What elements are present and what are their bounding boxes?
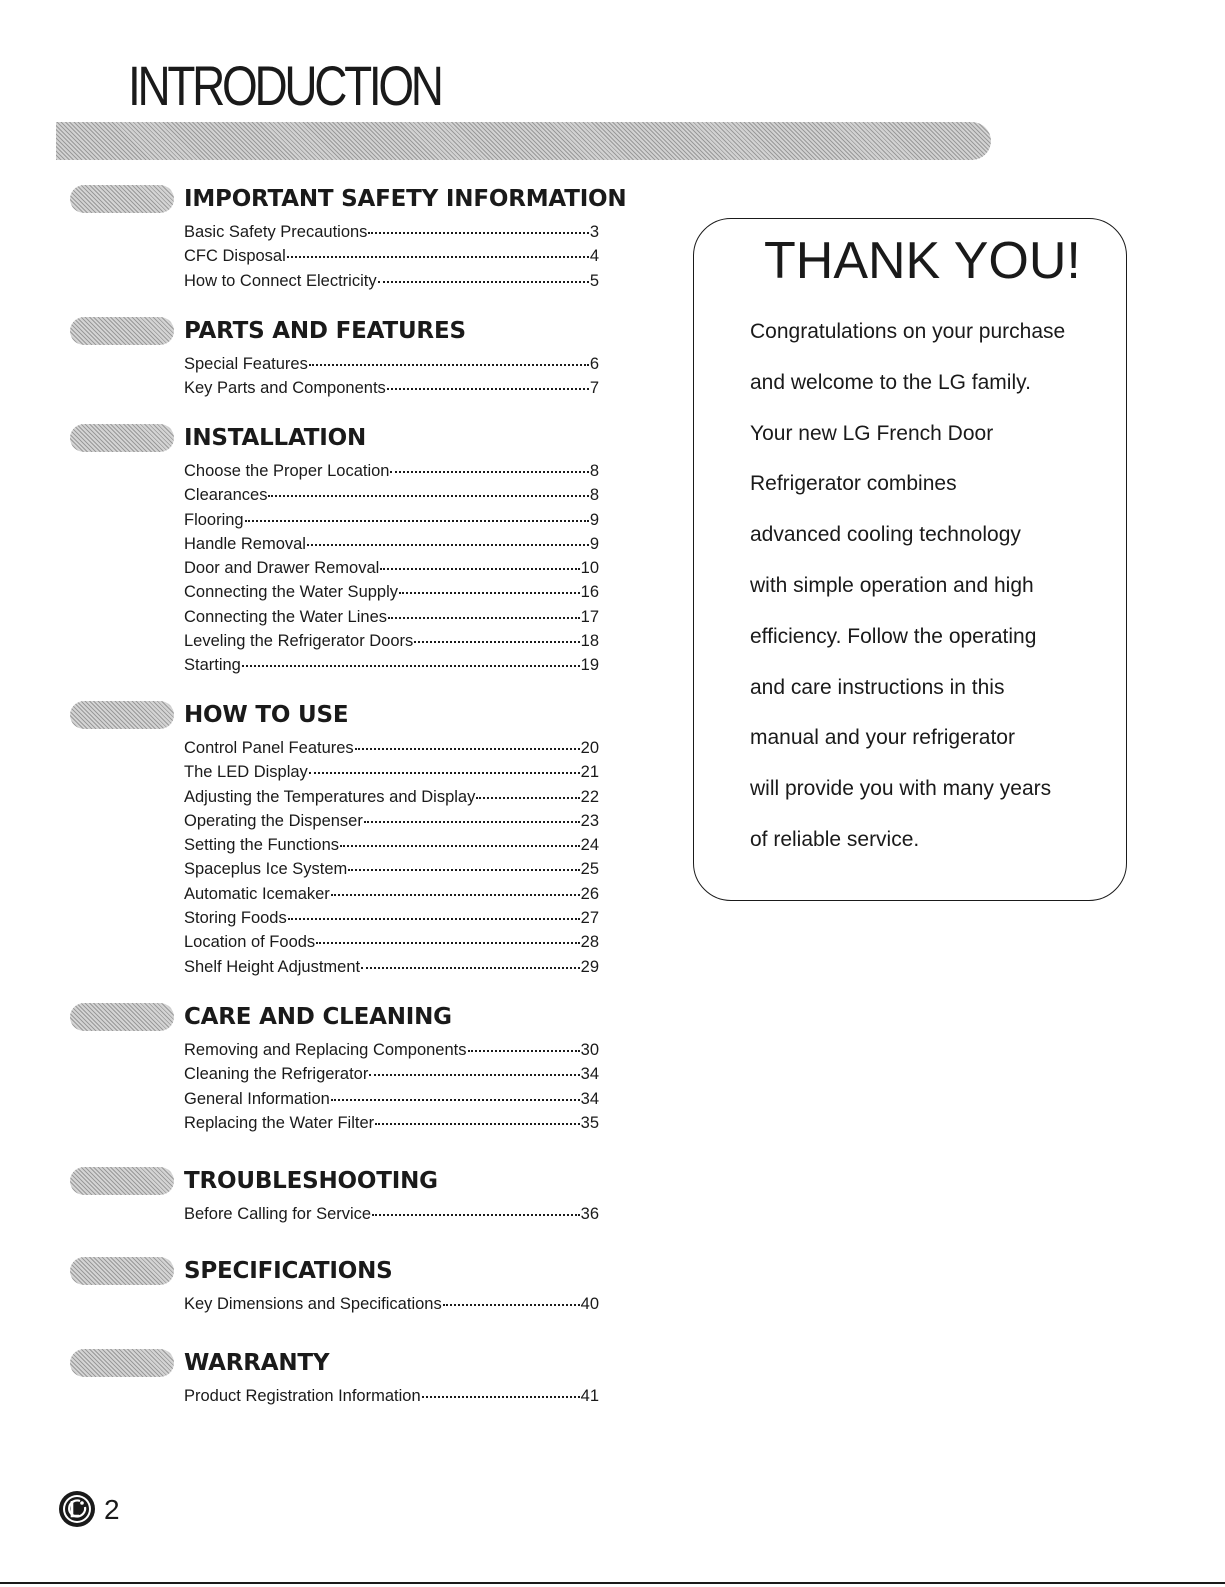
thank-you-line: and welcome to the LG family.: [750, 370, 1031, 394]
section-heading: TROUBLESHOOTING: [184, 1168, 438, 1194]
dot-leader: [331, 894, 580, 896]
toc-entry-label: The LED Display: [184, 763, 308, 782]
lg-logo-icon: [58, 1490, 96, 1528]
toc-entry-page: 18: [580, 632, 599, 651]
section-heading: CARE AND CLEANING: [184, 1004, 452, 1030]
thank-you-line: advanced cooling technology: [750, 523, 1021, 547]
toc-entry-page: 5: [589, 271, 599, 290]
section-tab-icon: [70, 317, 174, 345]
thank-you-line: with simple operation and high: [750, 573, 1034, 597]
page-title: INTRODUCTION: [128, 54, 441, 117]
section-tab-icon: [70, 1349, 174, 1377]
toc-entry[interactable]: [184, 906, 599, 930]
dot-leader: [372, 1214, 580, 1216]
toc-entry-label: How to Connect Electricity: [184, 271, 377, 290]
toc-entry-label: Door and Drawer Removal: [184, 559, 380, 578]
toc-entry-label: Special Features: [184, 355, 308, 373]
section-entries: [184, 1202, 599, 1226]
section-entries: [184, 220, 599, 293]
section-entries: [184, 352, 599, 401]
dot-leader: [340, 845, 580, 847]
toc-entry[interactable]: [184, 1062, 599, 1086]
dot-leader: [468, 1050, 580, 1052]
toc-entry[interactable]: [184, 785, 599, 809]
toc-entry-label: Spaceplus Ice System: [184, 860, 348, 879]
dot-leader: [422, 1396, 580, 1398]
toc-entry-page: 17: [580, 607, 599, 626]
toc-entry[interactable]: [184, 1202, 599, 1226]
section-entries: [184, 459, 599, 678]
toc-entry[interactable]: [184, 760, 599, 784]
dot-leader: [268, 495, 588, 497]
dot-leader: [331, 1099, 580, 1101]
toc-entry[interactable]: [184, 483, 599, 507]
toc-entry[interactable]: [184, 459, 599, 483]
toc-entry-page: 16: [580, 583, 599, 602]
section-heading: INSTALLATION: [184, 425, 367, 451]
section-heading: HOW TO USE: [184, 702, 349, 728]
toc-entry-label: Connecting the Water Supply: [184, 583, 399, 602]
dot-leader: [378, 281, 589, 283]
toc-entry-page: 4: [589, 247, 599, 266]
section-entries: [184, 1384, 599, 1408]
toc-entry-page: 19: [580, 656, 599, 675]
toc-entry-label: Clearances: [184, 486, 268, 505]
thank-you-line: will provide you with many years: [750, 777, 1052, 801]
thank-you-line: Your new LG French Door: [750, 421, 994, 445]
toc-entry-label: Automatic Icemaker: [184, 884, 330, 903]
dot-leader: [316, 942, 579, 944]
section-heading: WARRANTY: [184, 1350, 330, 1376]
dot-leader: [242, 665, 580, 667]
toc-entry[interactable]: [184, 269, 599, 293]
toc-entry-page: 10: [580, 559, 599, 578]
toc-entry-label: Choose the Proper Location: [184, 462, 390, 480]
toc-entry-label: Setting the Functions: [184, 836, 340, 855]
toc-entry[interactable]: [184, 1292, 599, 1316]
dot-leader: [368, 232, 588, 234]
dot-leader: [287, 256, 589, 258]
toc-entry[interactable]: [184, 1038, 599, 1062]
section-entries: [184, 736, 599, 979]
toc-entry-page: 6: [589, 355, 599, 373]
toc-entry-label: Storing Foods: [184, 909, 287, 928]
toc-entry-label: Control Panel Features: [184, 739, 354, 757]
toc-entry[interactable]: [184, 653, 599, 677]
section-entries: [184, 1038, 599, 1135]
dot-leader: [414, 641, 579, 643]
toc-entry-page: 35: [580, 1113, 599, 1132]
toc-entry-page: 30: [580, 1041, 599, 1059]
toc-entry[interactable]: [184, 1111, 599, 1135]
toc-entry-page: 40: [580, 1295, 599, 1313]
thank-you-message: [750, 319, 1120, 878]
toc-entry-label: General Information: [184, 1089, 330, 1108]
toc-entry-label: Location of Foods: [184, 933, 316, 952]
toc-entry[interactable]: [184, 220, 599, 244]
toc-entry[interactable]: [184, 605, 599, 629]
toc-entry[interactable]: [184, 244, 599, 268]
toc-entry[interactable]: [184, 833, 599, 857]
dot-leader: [388, 617, 580, 619]
dot-leader: [387, 388, 589, 390]
toc-entry-page: 36: [580, 1205, 599, 1223]
toc-entry-label: Basic Safety Precautions: [184, 223, 368, 241]
thank-you-title: THANK YOU!: [764, 232, 1081, 290]
toc-entry-label: Replacing the Water Filter: [184, 1113, 375, 1132]
bottom-rule: [0, 1582, 1225, 1584]
toc-entry-page: 8: [589, 486, 599, 505]
toc-entry-label: Adjusting the Temperatures and Display: [184, 787, 476, 806]
toc-entry-page: 34: [580, 1065, 599, 1084]
section-tab-icon: [70, 1167, 174, 1195]
toc-entry-page: 41: [580, 1387, 599, 1405]
toc-entry-label: Key Parts and Components: [184, 379, 386, 398]
toc-entry-page: 8: [589, 462, 599, 480]
thank-you-line: and care instructions in this: [750, 675, 1005, 699]
toc-entry-page: 27: [580, 909, 599, 928]
toc-entry[interactable]: [184, 376, 599, 400]
toc-entry-label: Handle Removal: [184, 534, 306, 553]
toc-entry[interactable]: [184, 556, 599, 580]
toc-entry[interactable]: [184, 580, 599, 604]
section-heading: IMPORTANT SAFETY INFORMATION: [184, 186, 627, 212]
dot-leader: [390, 471, 588, 473]
page-number: 2: [104, 1494, 120, 1525]
toc-entry-label: Operating the Dispenser: [184, 811, 363, 830]
dot-leader: [361, 967, 580, 969]
section-tab-icon: [70, 185, 174, 213]
toc-entry[interactable]: [184, 955, 599, 979]
toc-entry[interactable]: [184, 857, 599, 881]
toc-entry-page: 9: [589, 510, 599, 529]
toc-entry-page: 7: [589, 379, 599, 398]
section-tab-icon: [70, 1257, 174, 1285]
toc-entry-page: 25: [580, 860, 599, 879]
toc-entry-label: Starting: [184, 656, 241, 675]
toc-entry-page: 20: [580, 739, 599, 757]
toc-entry-label: Connecting the Water Lines: [184, 607, 388, 626]
toc-entry[interactable]: [184, 352, 599, 376]
toc-entry-label: Leveling the Refrigerator Doors: [184, 632, 414, 651]
dot-leader: [309, 364, 589, 366]
toc-entry-label: Before Calling for Service: [184, 1205, 372, 1223]
thank-you-line: Congratulations on your purchase: [750, 320, 1066, 343]
thank-you-line: of reliable service.: [750, 827, 920, 851]
thank-you-box: [693, 218, 1127, 901]
toc-entry-label: CFC Disposal: [184, 247, 286, 266]
toc-entry[interactable]: [184, 736, 599, 760]
dot-leader: [399, 592, 580, 594]
dot-leader: [307, 544, 589, 546]
toc-entry-label: Key Dimensions and Specifications: [184, 1295, 442, 1313]
dot-leader: [309, 772, 580, 774]
toc-entry[interactable]: [184, 1087, 599, 1111]
dot-leader: [380, 568, 579, 570]
toc-entry-label: Removing and Replacing Components: [184, 1041, 467, 1059]
toc-entry[interactable]: [184, 508, 599, 532]
section-heading: SPECIFICATIONS: [184, 1258, 393, 1284]
thank-you-line: efficiency. Follow the operating: [750, 624, 1037, 648]
thank-you-line: Refrigerator combines: [750, 472, 957, 496]
section-tab-icon: [70, 1003, 174, 1031]
toc-entry-label: Cleaning the Refrigerator: [184, 1065, 369, 1084]
toc-entry-page: 28: [580, 933, 599, 952]
section-tab-icon: [70, 424, 174, 452]
toc-entry-page: 21: [580, 763, 599, 782]
toc-entry-page: 3: [589, 223, 599, 241]
dot-leader: [355, 748, 580, 750]
toc-entry-page: 34: [580, 1089, 599, 1108]
toc-entry[interactable]: [184, 1384, 599, 1408]
dot-leader: [245, 520, 589, 522]
section-heading: PARTS AND FEATURES: [184, 318, 466, 344]
toc-entry[interactable]: [184, 532, 599, 556]
dot-leader: [443, 1304, 580, 1306]
toc-entry-page: 24: [580, 836, 599, 855]
dot-leader: [364, 821, 580, 823]
section-tab-icon: [70, 701, 174, 729]
toc-entry[interactable]: [184, 930, 599, 954]
dot-leader: [369, 1074, 579, 1076]
toc-entry-page: 29: [580, 957, 599, 976]
dot-leader: [375, 1123, 580, 1125]
section-entries: [184, 1292, 599, 1316]
toc-entry-label: Product Registration Information: [184, 1387, 421, 1405]
toc-entry-page: 22: [580, 787, 599, 806]
thank-you-line: manual and your refrigerator: [750, 726, 1015, 750]
dot-leader: [288, 918, 580, 920]
toc-entry[interactable]: [184, 882, 599, 906]
toc-entry-label: Shelf Height Adjustment: [184, 957, 361, 976]
toc-entry-page: 26: [580, 884, 599, 903]
toc-entry-page: 23: [580, 811, 599, 830]
toc-entry-label: Flooring: [184, 510, 244, 529]
dot-leader: [476, 797, 579, 799]
dot-leader: [348, 869, 579, 871]
toc-entry[interactable]: [184, 809, 599, 833]
toc-entry-page: 9: [589, 534, 599, 553]
toc-entry[interactable]: [184, 629, 599, 653]
